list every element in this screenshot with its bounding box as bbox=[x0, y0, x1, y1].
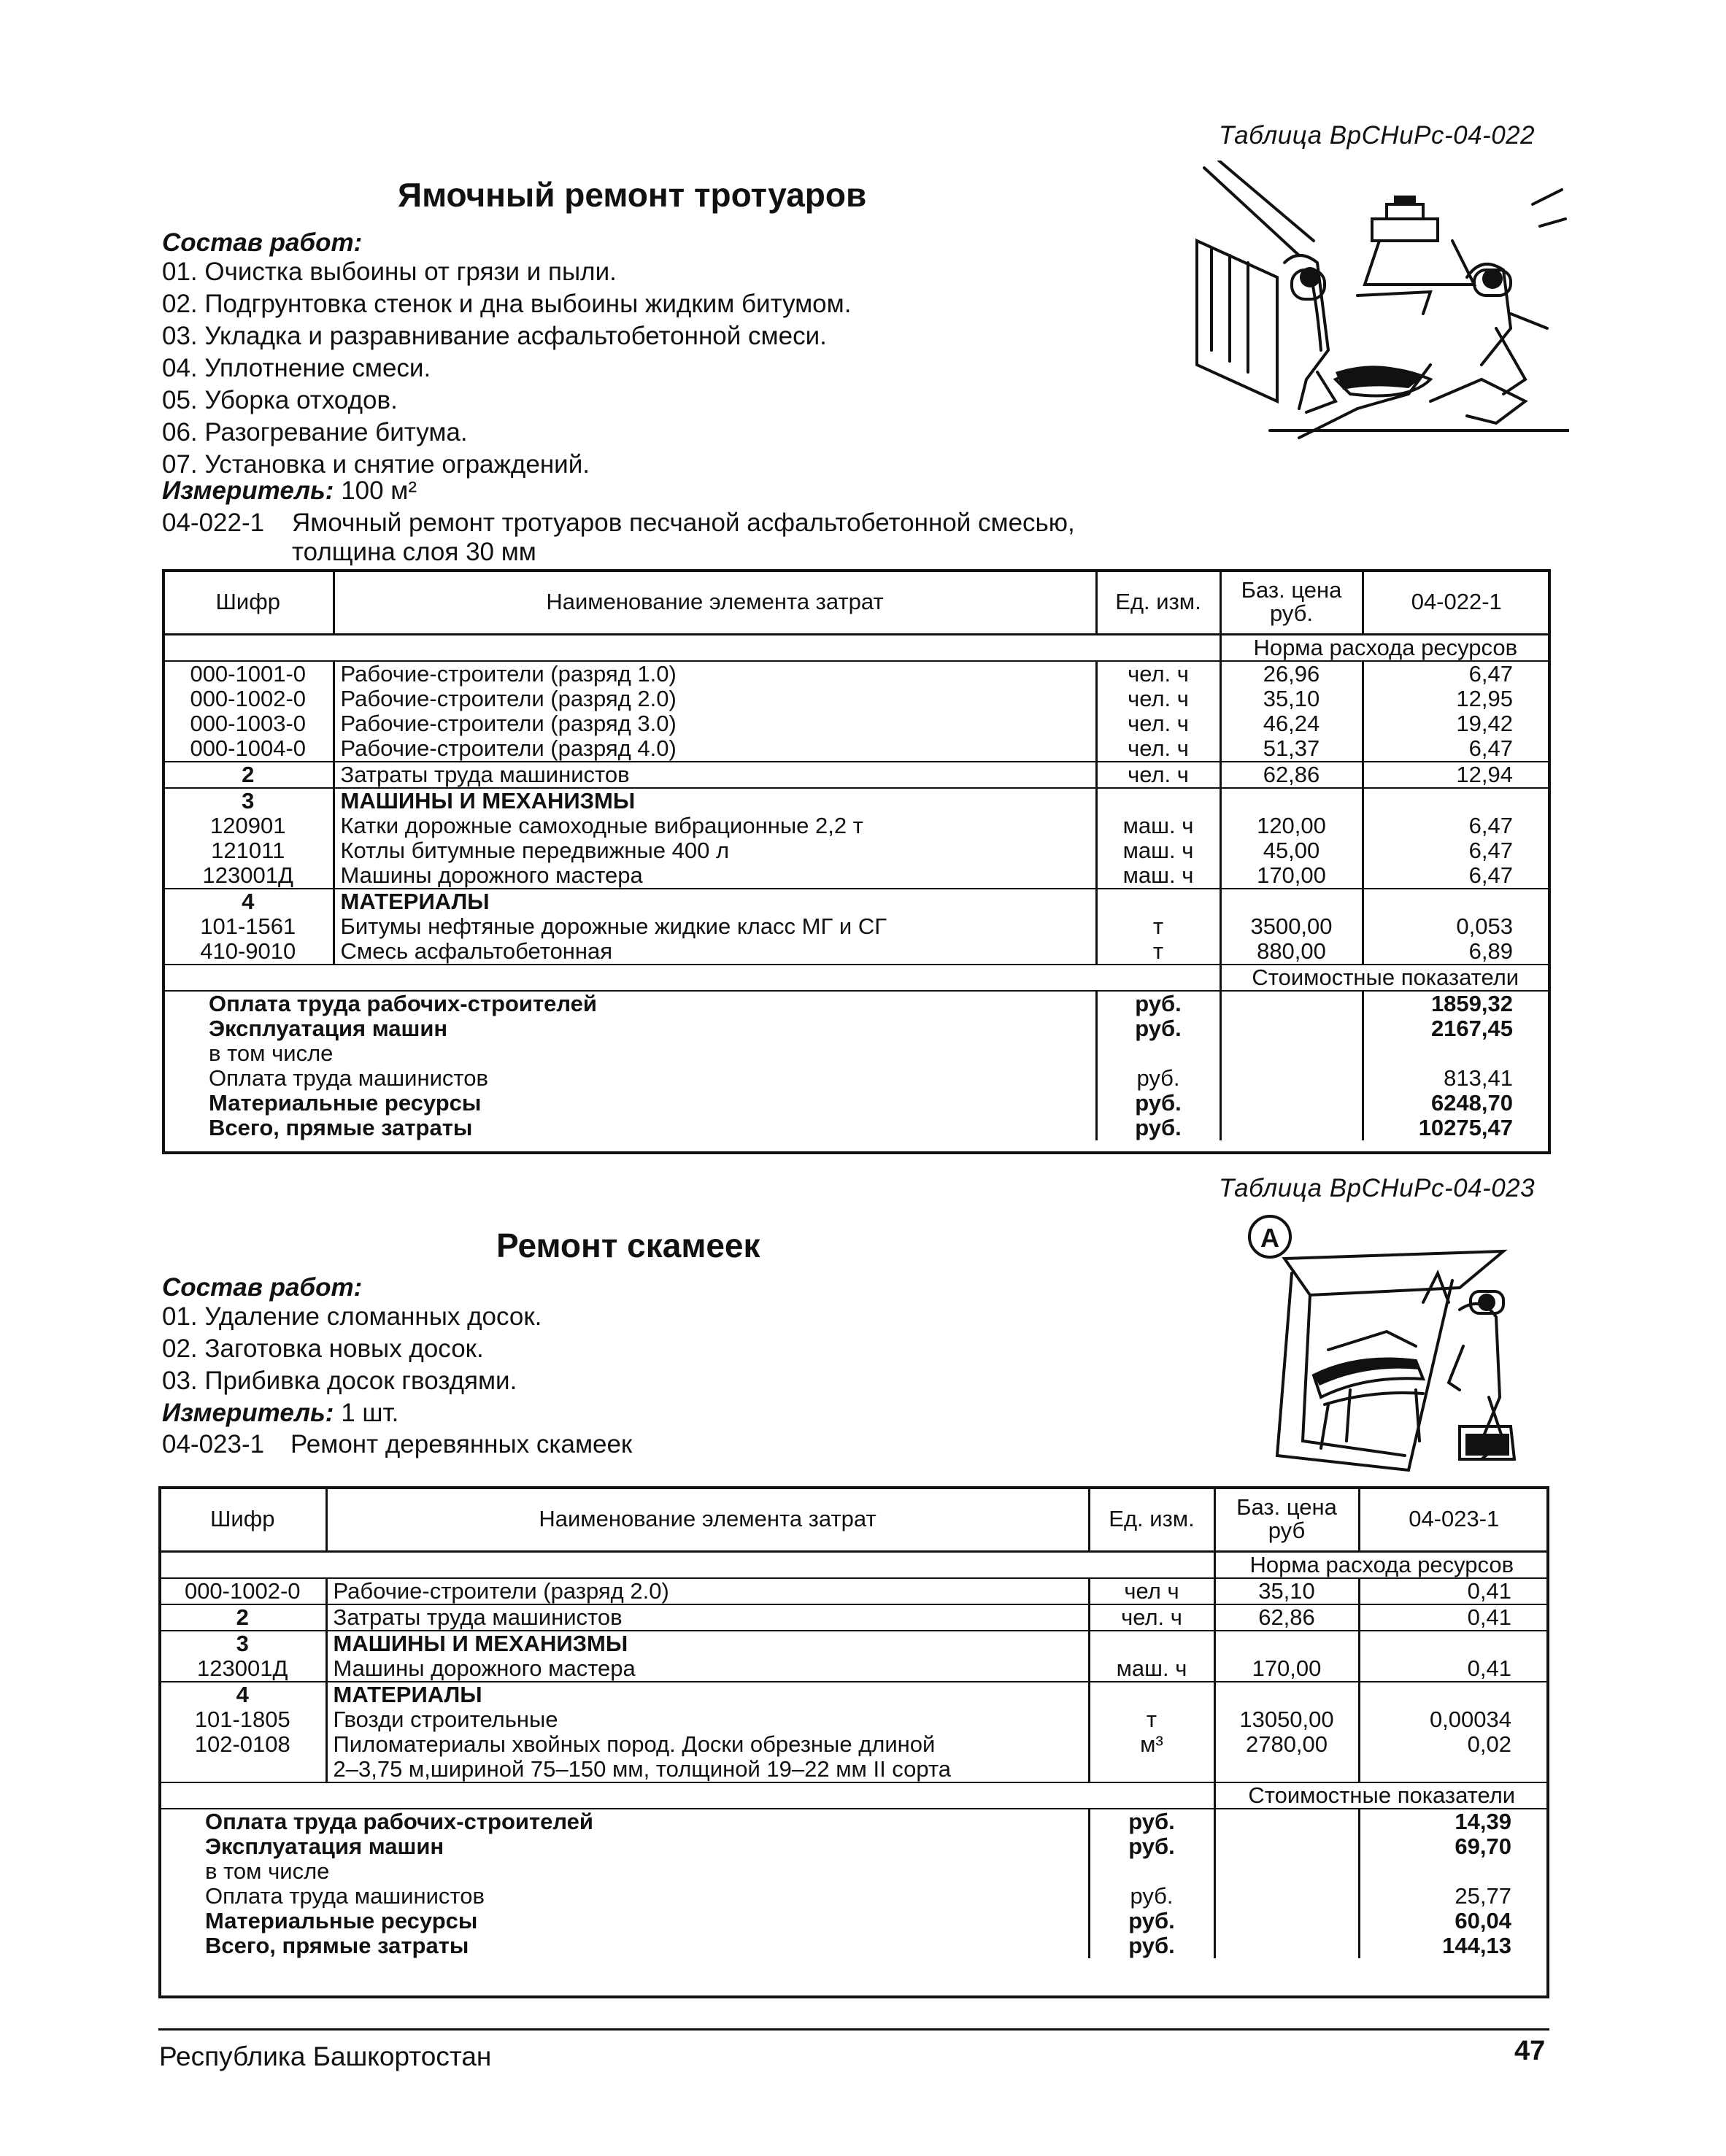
cost-value: 6248,70 bbox=[1430, 1090, 1513, 1116]
cost-unit: руб. bbox=[1089, 1809, 1214, 1834]
cost-name: Эксплуатация машин bbox=[163, 1016, 1096, 1041]
row-code: 121011 bbox=[163, 838, 334, 863]
table-row bbox=[163, 838, 1549, 863]
table-caption-1: Таблица ВрСНиРс-04-022 bbox=[1219, 121, 1536, 150]
table-header-row bbox=[160, 1488, 1548, 1552]
norm-caption: Норма расхода ресурсов bbox=[1214, 1552, 1548, 1579]
cost-row bbox=[160, 1834, 1548, 1859]
table-row bbox=[160, 1757, 1548, 1782]
header-name: Наименование элемента затрат bbox=[326, 1488, 1089, 1552]
work-item: 01. Очистка выбоины от грязи и пыли. bbox=[162, 258, 617, 286]
row-name: МАШИНЫ И МЕХАНИЗМЫ bbox=[334, 788, 1096, 814]
row-code: 000-1002-0 bbox=[160, 1578, 326, 1604]
cost-row bbox=[163, 1041, 1549, 1066]
table-header-row bbox=[163, 571, 1549, 635]
cost-value: 813,41 bbox=[1444, 1065, 1513, 1091]
row-norm bbox=[1359, 1682, 1548, 1707]
cost-unit: руб. bbox=[1096, 1091, 1220, 1116]
cost-caption: Стоимостные показатели bbox=[1220, 965, 1549, 991]
row-name: Котлы битумные передвижные 400 л bbox=[334, 838, 1096, 863]
cost-row bbox=[163, 1091, 1549, 1116]
row-norm: 0,02 bbox=[1467, 1731, 1511, 1757]
row-norm: 12,95 bbox=[1456, 686, 1513, 711]
row-price bbox=[1214, 1757, 1359, 1782]
table-row bbox=[163, 687, 1549, 711]
row-name: 2–3,75 м,шириной 75–150 мм, толщиной 19–22 мм II сорта bbox=[326, 1757, 1089, 1782]
row-price: 45,00 bbox=[1220, 838, 1363, 863]
row-price: 170,00 bbox=[1220, 863, 1363, 889]
cost-blank bbox=[1220, 1116, 1363, 1140]
header-unit: Ед. изм. bbox=[1089, 1488, 1214, 1552]
cost-blank bbox=[1220, 1016, 1363, 1041]
cost-blank bbox=[1214, 1834, 1359, 1859]
row-name: Рабочие-строители (разряд 4.0) bbox=[334, 736, 1096, 762]
cost-value: 10275,47 bbox=[1418, 1115, 1513, 1140]
row-unit: маш. ч bbox=[1089, 1656, 1214, 1682]
row-code: 101-1805 bbox=[160, 1707, 326, 1732]
measure-line-1 bbox=[162, 475, 417, 507]
row-norm: 12,94 bbox=[1363, 762, 1549, 788]
row-unit: маш. ч bbox=[1096, 863, 1220, 889]
cost-unit: руб. bbox=[1096, 1016, 1220, 1041]
cost-name: Всего, прямые затраты bbox=[160, 1933, 1089, 1958]
cost-value: 1859,32 bbox=[1430, 991, 1513, 1016]
section-title-1: Ямочный ремонт тротуаров bbox=[398, 176, 867, 214]
row-code: 410-9010 bbox=[163, 939, 334, 965]
row-unit bbox=[1096, 889, 1220, 914]
cost-name: Материальные ресурсы bbox=[163, 1091, 1096, 1116]
cost-unit: руб. bbox=[1089, 1933, 1214, 1958]
row-code bbox=[160, 1757, 326, 1782]
row-code: 3 bbox=[160, 1631, 326, 1656]
cost-row bbox=[163, 991, 1549, 1016]
row-price bbox=[1214, 1631, 1359, 1656]
cost-value: 14,39 bbox=[1455, 1809, 1511, 1834]
header-norm: 04-022-1 bbox=[1363, 571, 1549, 635]
row-price: 880,00 bbox=[1220, 939, 1363, 965]
row-code: 000-1001-0 bbox=[163, 661, 334, 687]
row-price: 26,96 bbox=[1220, 661, 1363, 687]
footer-rule bbox=[158, 2028, 1549, 2031]
measure-value-2: 1 шт. bbox=[341, 1399, 399, 1427]
row-price bbox=[1220, 889, 1363, 914]
row-name: Машины дорожного мастера bbox=[326, 1656, 1089, 1682]
cost-value: 2167,45 bbox=[1430, 1016, 1513, 1041]
table-row bbox=[160, 1682, 1548, 1707]
footer-region: Республика Башкортостан bbox=[159, 2041, 492, 2071]
work-item: 02. Подгрунтовка стенок и дна выбоины жидким битумом. bbox=[162, 290, 852, 318]
table-row bbox=[160, 1604, 1548, 1631]
row-norm: 0,41 bbox=[1359, 1656, 1548, 1682]
row-code: 2 bbox=[160, 1604, 326, 1631]
cost-blank bbox=[1220, 1041, 1363, 1066]
row-unit: чел ч bbox=[1089, 1578, 1214, 1604]
header-code: Шифр bbox=[163, 571, 334, 635]
work-item: 01. Удаление сломанных досок. bbox=[162, 1302, 542, 1331]
work-item: 03. Укладка и разравнивание асфальтобетонной смеси. bbox=[162, 322, 827, 350]
row-price: 35,10 bbox=[1220, 687, 1363, 711]
row-name: Битумы нефтяные дорожные жидкие класс МГ и СГ bbox=[334, 914, 1096, 939]
cost-blank bbox=[1214, 1933, 1359, 1958]
cost-name: в том числе bbox=[160, 1859, 1089, 1884]
cost-value bbox=[1359, 1859, 1548, 1884]
cost-caption-row bbox=[160, 1782, 1548, 1809]
row-unit: маш. ч bbox=[1096, 838, 1220, 863]
cost-blank bbox=[1214, 1909, 1359, 1933]
item-text-1b: толщина слоя 30 мм bbox=[292, 538, 536, 566]
cost-unit: руб. bbox=[1096, 991, 1220, 1016]
row-norm: 0,41 bbox=[1359, 1604, 1548, 1631]
norm-caption-blank bbox=[160, 1552, 1214, 1579]
cost-name: Оплата труда рабочих-строителей bbox=[163, 991, 1096, 1016]
row-code: 000-1002-0 bbox=[163, 687, 334, 711]
row-unit bbox=[1089, 1682, 1214, 1707]
works-list-2 bbox=[162, 1301, 542, 1397]
row-unit bbox=[1089, 1631, 1214, 1656]
row-norm bbox=[1359, 1631, 1548, 1656]
cost-unit: руб. bbox=[1089, 1909, 1214, 1933]
row-name: Рабочие-строители (разряд 2.0) bbox=[326, 1578, 1089, 1604]
row-norm: 6,47 bbox=[1363, 736, 1549, 762]
row-norm: 6,47 bbox=[1468, 813, 1513, 838]
item-text-2: Ремонт деревянных скамеек bbox=[290, 1430, 633, 1458]
cost-name: Материальные ресурсы bbox=[160, 1909, 1089, 1933]
table-row bbox=[160, 1707, 1548, 1732]
measure-value-1: 100 м² bbox=[341, 476, 417, 505]
cost-row bbox=[160, 1933, 1548, 1958]
cost-row bbox=[160, 1884, 1548, 1909]
cost-unit: руб. bbox=[1096, 1066, 1220, 1091]
row-code: 123001Д bbox=[160, 1656, 326, 1682]
row-unit: т bbox=[1089, 1707, 1214, 1732]
measure-line-2 bbox=[162, 1397, 398, 1429]
row-unit: т bbox=[1096, 914, 1220, 939]
norm-caption: Норма расхода ресурсов bbox=[1220, 635, 1549, 662]
work-item: 05. Уборка отходов. bbox=[162, 386, 398, 414]
row-price: 3500,00 bbox=[1220, 914, 1363, 939]
row-price: 2780,00 bbox=[1214, 1732, 1359, 1757]
cost-name: Всего, прямые затраты bbox=[163, 1116, 1096, 1140]
cost-caption-blank bbox=[160, 1782, 1214, 1809]
row-code: 4 bbox=[163, 889, 334, 914]
row-code: 102-0108 bbox=[160, 1732, 326, 1757]
row-unit: м³ bbox=[1089, 1732, 1214, 1757]
table-row bbox=[163, 736, 1549, 762]
pothole-repair-illustration bbox=[1190, 161, 1569, 445]
table-row bbox=[163, 939, 1549, 965]
measure-label-2: Измеритель: bbox=[162, 1399, 334, 1427]
row-name: Смесь асфальтобетонная bbox=[334, 939, 1096, 965]
table-row bbox=[163, 814, 1549, 838]
item-code-1: 04-022-1 bbox=[162, 509, 265, 537]
row-price: 46,24 bbox=[1220, 711, 1363, 736]
table-row bbox=[163, 661, 1549, 687]
cost-caption: Стоимостные показатели bbox=[1214, 1782, 1548, 1809]
header-price: Баз. цена руб. bbox=[1220, 571, 1363, 635]
header-name: Наименование элемента затрат bbox=[334, 571, 1096, 635]
bench-repair-illustration bbox=[1241, 1208, 1554, 1477]
row-code: 000-1004-0 bbox=[163, 736, 334, 762]
row-norm: 6,47 bbox=[1468, 838, 1513, 863]
row-norm: 6,47 bbox=[1363, 863, 1549, 889]
row-name: Гвозди строительные bbox=[326, 1707, 1089, 1732]
row-unit: маш. ч bbox=[1096, 814, 1220, 838]
cost-value bbox=[1363, 1041, 1549, 1066]
header-price: Баз. цена руб bbox=[1214, 1488, 1359, 1552]
works-label-1: Состав работ: bbox=[162, 228, 363, 257]
cost-blank bbox=[1214, 1884, 1359, 1909]
row-name: Рабочие-строители (разряд 3.0) bbox=[334, 711, 1096, 736]
cost-caption-row bbox=[163, 965, 1549, 991]
measure-label-1: Измеритель: bbox=[162, 476, 334, 505]
cost-value: 144,13 bbox=[1442, 1933, 1511, 1958]
row-unit: чел. ч bbox=[1096, 687, 1220, 711]
cost-unit: руб. bbox=[1089, 1834, 1214, 1859]
row-name: Рабочие-строители (разряд 1.0) bbox=[334, 661, 1096, 687]
cost-blank bbox=[1220, 991, 1363, 1016]
cost-blank bbox=[1220, 1066, 1363, 1091]
row-unit: чел. ч bbox=[1096, 661, 1220, 687]
row-unit: чел. ч bbox=[1096, 762, 1220, 788]
item-text-1: Ямочный ремонт тротуаров песчаной асфальтобетонной смесью, bbox=[292, 509, 1075, 537]
row-name: МАШИНЫ И МЕХАНИЗМЫ bbox=[326, 1631, 1089, 1656]
row-name: Затраты труда машинистов bbox=[334, 762, 1096, 788]
row-unit bbox=[1089, 1757, 1214, 1782]
header-unit: Ед. изм. bbox=[1096, 571, 1220, 635]
cost-row bbox=[160, 1809, 1548, 1834]
row-norm: 0,053 bbox=[1456, 913, 1513, 939]
row-norm bbox=[1363, 889, 1549, 914]
row-code: 4 bbox=[160, 1682, 326, 1707]
row-norm bbox=[1359, 1757, 1548, 1782]
row-norm: 0,00034 bbox=[1429, 1707, 1511, 1732]
cost-unit: руб. bbox=[1096, 1116, 1220, 1140]
table-row bbox=[163, 762, 1549, 788]
row-price: 13050,00 bbox=[1214, 1707, 1359, 1732]
row-unit: чел. ч bbox=[1096, 736, 1220, 762]
row-norm: 6,89 bbox=[1363, 939, 1549, 965]
cost-name: Эксплуатация машин bbox=[160, 1834, 1089, 1859]
cost-row bbox=[160, 1859, 1548, 1884]
row-name: МАТЕРИАЛЫ bbox=[326, 1682, 1089, 1707]
item-code-2: 04-023-1 bbox=[162, 1430, 265, 1458]
table-row bbox=[163, 863, 1549, 889]
table-row bbox=[163, 711, 1549, 736]
row-norm: 6,47 bbox=[1468, 661, 1513, 687]
section-title-2: Ремонт скамеек bbox=[496, 1226, 760, 1264]
header-code: Шифр bbox=[160, 1488, 326, 1552]
works-label-2: Состав работ: bbox=[162, 1273, 363, 1302]
table-row bbox=[160, 1656, 1548, 1682]
norm-caption-blank bbox=[163, 635, 1220, 662]
row-code: 101-1561 bbox=[163, 914, 334, 939]
row-code: 3 bbox=[163, 788, 334, 814]
cost-value: 25,77 bbox=[1455, 1883, 1511, 1909]
table-row bbox=[163, 914, 1549, 939]
table-row bbox=[163, 788, 1549, 814]
norm-caption-row bbox=[163, 635, 1549, 662]
work-item: 06. Разогревание битума. bbox=[162, 418, 468, 447]
cost-name: в том числе bbox=[163, 1041, 1096, 1066]
row-name: Пиломатериалы хвойных пород. Доски обрезные длиной bbox=[326, 1732, 1089, 1757]
cost-blank bbox=[1214, 1809, 1359, 1834]
row-price: 120,00 bbox=[1220, 814, 1363, 838]
row-price: 35,10 bbox=[1214, 1578, 1359, 1604]
row-price: 62,86 bbox=[1214, 1604, 1359, 1631]
cost-caption-blank bbox=[163, 965, 1220, 991]
cost-row bbox=[163, 1066, 1549, 1091]
illustration-letter: A bbox=[1260, 1223, 1279, 1253]
cost-blank bbox=[1220, 1091, 1363, 1116]
row-price bbox=[1214, 1682, 1359, 1707]
norm-caption-row bbox=[160, 1552, 1548, 1579]
row-unit: чел. ч bbox=[1096, 711, 1220, 736]
works-list-1 bbox=[162, 256, 851, 481]
page-number: 47 bbox=[1514, 2036, 1546, 2066]
row-code: 123001Д bbox=[163, 863, 334, 889]
cost-unit: руб. bbox=[1089, 1884, 1214, 1909]
table-row bbox=[163, 889, 1549, 914]
cost-name: Оплата труда рабочих-строителей bbox=[160, 1809, 1089, 1834]
row-code: 120901 bbox=[163, 814, 334, 838]
table-caption-2: Таблица ВрСНиРс-04-023 bbox=[1219, 1174, 1536, 1202]
table-row bbox=[160, 1631, 1548, 1656]
table-row bbox=[160, 1578, 1548, 1604]
row-price bbox=[1220, 788, 1363, 814]
row-name: МАТЕРИАЛЫ bbox=[334, 889, 1096, 914]
row-code: 000-1003-0 bbox=[163, 711, 334, 736]
row-name: Катки дорожные самоходные вибрационные 2,2 т bbox=[334, 814, 1096, 838]
row-norm bbox=[1363, 788, 1549, 814]
row-norm: 19,42 bbox=[1456, 711, 1513, 736]
row-code: 2 bbox=[163, 762, 334, 788]
work-item: 04. Уплотнение смеси. bbox=[162, 354, 431, 382]
row-unit: т bbox=[1096, 939, 1220, 965]
cost-row bbox=[163, 1016, 1549, 1041]
work-item: 03. Прибивка досок гвоздями. bbox=[162, 1367, 517, 1395]
cost-row bbox=[163, 1116, 1549, 1140]
row-norm: 0,41 bbox=[1359, 1578, 1548, 1604]
work-item: 07. Установка и снятие ограждений. bbox=[162, 450, 590, 479]
row-name: Затраты труда машинистов bbox=[326, 1604, 1089, 1631]
row-price: 170,00 bbox=[1214, 1656, 1359, 1682]
cost-blank bbox=[1214, 1859, 1359, 1884]
cost-value: 60,04 bbox=[1455, 1908, 1511, 1933]
cost-row bbox=[160, 1909, 1548, 1933]
row-unit bbox=[1096, 788, 1220, 814]
row-name: Рабочие-строители (разряд 2.0) bbox=[334, 687, 1096, 711]
cost-unit bbox=[1096, 1041, 1220, 1066]
work-item: 02. Заготовка новых досок. bbox=[162, 1334, 484, 1363]
row-price: 62,86 bbox=[1220, 762, 1363, 788]
row-name: Машины дорожного мастера bbox=[334, 863, 1096, 889]
cost-table-2 bbox=[160, 1488, 1548, 1958]
row-price: 51,37 bbox=[1220, 736, 1363, 762]
cost-name: Оплата труда машинистов bbox=[163, 1066, 1096, 1091]
cost-value: 69,70 bbox=[1455, 1834, 1511, 1859]
row-unit: чел. ч bbox=[1089, 1604, 1214, 1631]
cost-name: Оплата труда машинистов bbox=[160, 1884, 1089, 1909]
cost-unit bbox=[1089, 1859, 1214, 1884]
cost-table-1 bbox=[163, 571, 1549, 1140]
header-norm: 04-023-1 bbox=[1359, 1488, 1548, 1552]
table-row bbox=[160, 1732, 1548, 1757]
